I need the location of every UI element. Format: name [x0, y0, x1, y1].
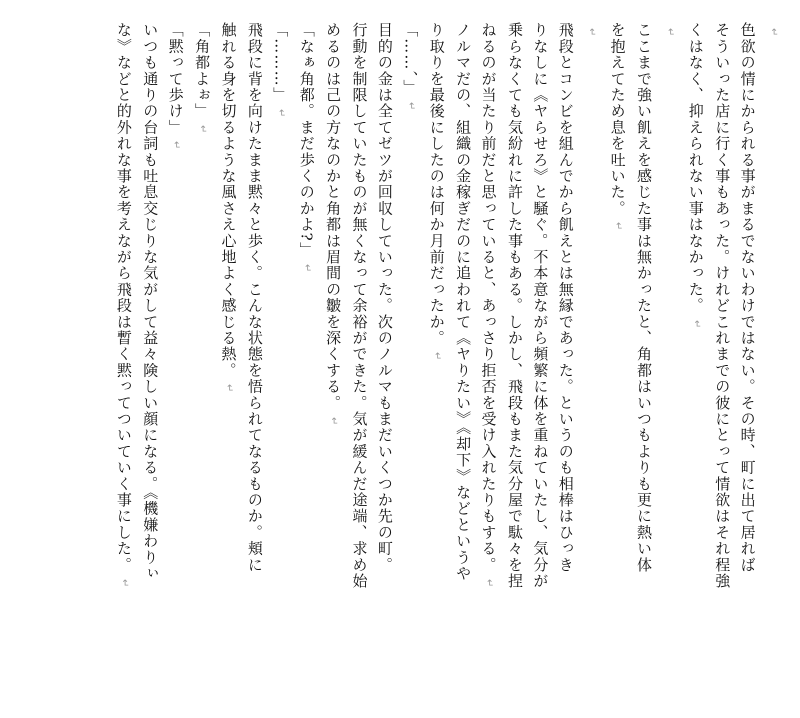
- line-text: 触れる身を切るような風さえ心地よく感じる熱。: [219, 22, 238, 379]
- text-line: [604, 22, 630, 700]
- line-text: 「………」: [271, 22, 290, 103]
- line-text: 「なぁ角都。まだ歩くのかよ?」: [297, 22, 316, 259]
- line-text: 飛段に背を向けたまま黙々と歩く。こんな状態を悟られてなるものか。頬に: [245, 22, 264, 573]
- line-text: そういった店に行く事もあった。けれどこれまでの彼にとって情欲はそれ程強: [713, 22, 732, 589]
- paragraph-mark-icon: ↵: [483, 578, 495, 588]
- paragraph-mark-icon: ↵: [275, 109, 287, 118]
- paragraph-mark-icon: ↵: [768, 28, 779, 37]
- paragraph-mark-icon: ↵: [301, 264, 313, 273]
- text-line: [320, 22, 346, 700]
- text-line: [578, 22, 604, 700]
- text-line: [734, 22, 759, 700]
- line-text: り取りを最後にしたのは何か月前だったか。: [427, 22, 446, 346]
- text-line: [760, 22, 786, 700]
- text-line: [502, 22, 527, 700]
- paragraph-mark-icon: ↵: [612, 222, 624, 231]
- text-line: [450, 22, 475, 700]
- text-line: [682, 22, 708, 700]
- paragraph-mark-icon: ↵: [223, 384, 235, 393]
- text-line: [215, 22, 241, 700]
- paragraph-mark-icon: ↵: [690, 319, 702, 328]
- text-line: [552, 22, 577, 700]
- paragraph-mark-icon: ↵: [118, 578, 130, 588]
- paragraph-mark-icon: ↵: [664, 28, 676, 37]
- line-text: めるのは己の方なのかと角都は眉間の皺を深くする。: [324, 22, 343, 411]
- line-text: 行動を制限していたものが無くなって余裕ができた。気が緩んだ途端、求め始: [350, 22, 369, 589]
- text-line: [293, 22, 319, 700]
- line-text: 「……、」: [401, 22, 420, 96]
- text-line: [110, 22, 136, 700]
- text-line: [527, 22, 552, 700]
- text-line: [397, 22, 423, 700]
- text-line: [189, 22, 215, 700]
- line-text: 飛段とコンビを組んでから飢えとは無縁であった。というのも相棒はひっき: [556, 22, 575, 573]
- paragraph-mark-icon: ↵: [197, 125, 209, 134]
- line-text: 乗らなくても気紛れに許した事もある。しかし、飛段もまた気分屋で駄々を捏: [505, 22, 524, 589]
- line-text: な》などと的外れな事を考えながら飛段は暫く黙ってついていく事にした。: [114, 22, 133, 573]
- paragraph-mark-icon: ↵: [170, 141, 182, 150]
- line-text: ねるのが当たり前だと思っていると、あっさり拒否を受け入れたりもする。: [479, 22, 498, 573]
- text-line: [267, 22, 293, 700]
- text-line: [346, 22, 371, 700]
- line-text: 「角都よぉ」: [193, 22, 212, 120]
- line-text: りなしに《ヤらせろ》と騒ぐ。不本意ながら頻繁に体を重ねていたし、気分が: [531, 22, 550, 589]
- line-text: 「黙って歩け」: [166, 22, 185, 136]
- text-line: [423, 22, 449, 700]
- vertical-text-body: [20, 22, 786, 700]
- text-line: [709, 22, 734, 700]
- line-text: 色欲の情にかられる事がまるでないわけではない。その時、町に出て居れば: [738, 22, 757, 573]
- line-text: を抱えてため息を吐いた。: [608, 22, 627, 217]
- paragraph-mark-icon: ↵: [431, 352, 443, 361]
- text-line: [137, 22, 162, 700]
- paragraph-mark-icon: ↵: [405, 101, 417, 110]
- text-line: [656, 22, 682, 700]
- paragraph-mark-icon: ↵: [586, 28, 598, 37]
- text-line: [241, 22, 266, 700]
- paragraph-mark-icon: ↵: [328, 416, 340, 426]
- text-line: [162, 22, 188, 700]
- line-text: ノルマだの、組織の金稼ぎだのに追われて《ヤりたい》《却下》などというや: [454, 22, 473, 582]
- line-text: くはなく、抑えられない事はなかった。: [686, 22, 705, 314]
- line-text: ここまで強い飢えを感じた事は無かったと、角都はいつもよりも更に熱い体: [634, 22, 653, 573]
- line-text: いつも通りの台詞も吐息交じりな気がして益々険しい顔になる。《機嫌わりぃ: [141, 22, 160, 582]
- text-line: [475, 22, 501, 700]
- line-text: 目的の金は全てゼツが回収していった。次のノルマもまだいくつか先の町。: [375, 22, 394, 573]
- text-line: [372, 22, 397, 700]
- text-line: [631, 22, 656, 700]
